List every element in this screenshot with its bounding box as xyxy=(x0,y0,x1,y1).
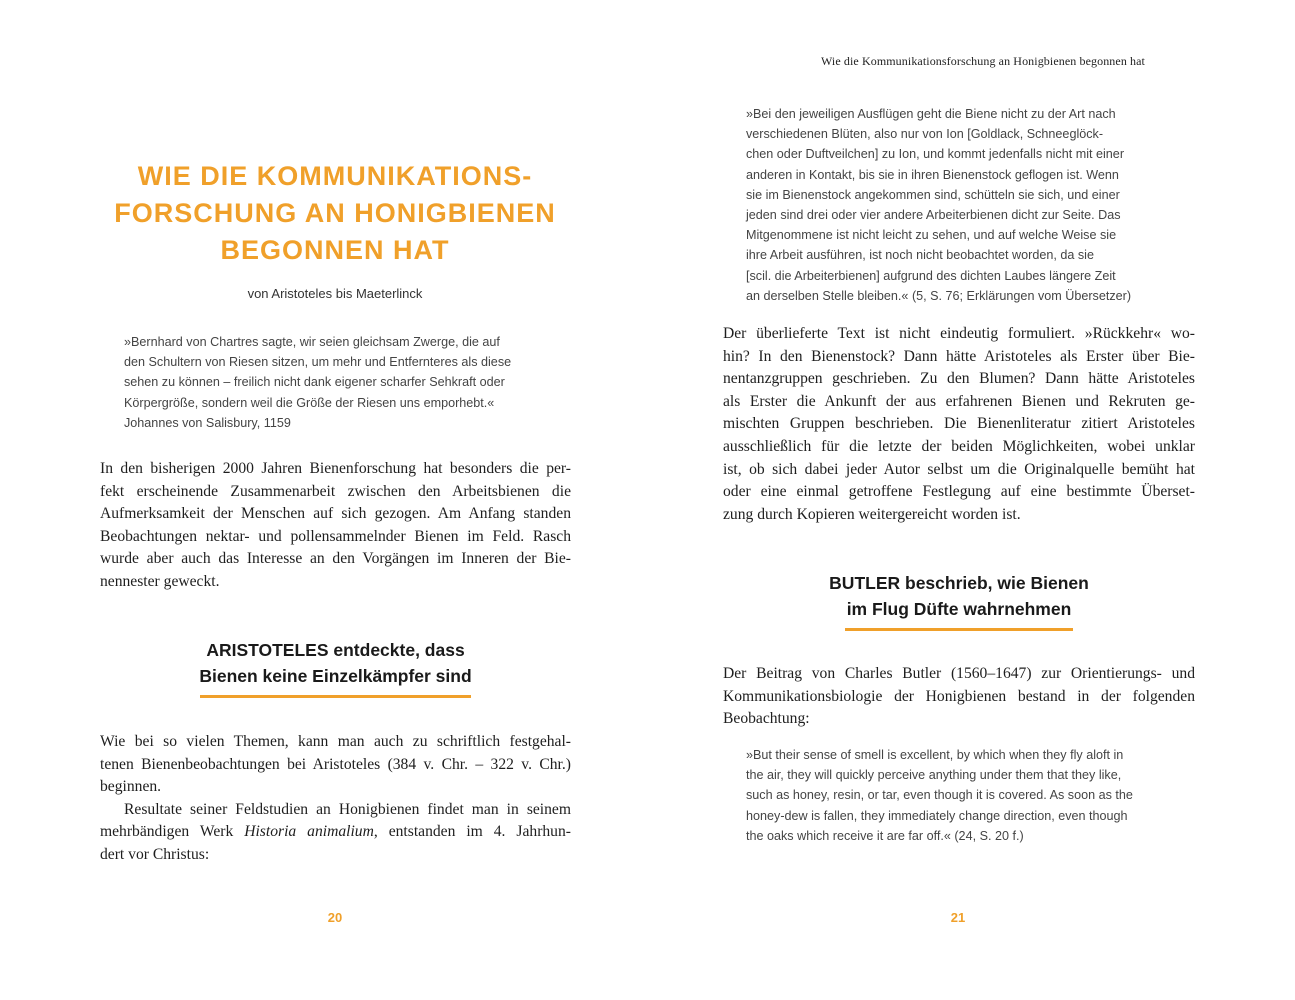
heading-underline xyxy=(845,628,1073,631)
quote-attribution: Johannes von Salisbury, 1159 xyxy=(124,415,291,430)
text-line: nentanzgruppen geschrieben. Zu den Blumen? Dann hätte Aristoteles xyxy=(723,370,1195,388)
chapter-title-line: BEGONNEN HAT xyxy=(220,235,450,265)
text-line: mischten Gruppen beschrieben. Die Bienenliteratur zitiert Aristoteles xyxy=(723,415,1195,433)
heading-underline xyxy=(200,695,471,698)
quote-line: [scil. die Arbeiterbienen] aufgrund des dichten Laubes längere Zeit xyxy=(746,268,1116,283)
text-line: als Erster die Ankunft der aus erfahrenen Bienen und Rekruten ge- xyxy=(723,392,1195,410)
section-heading xyxy=(100,637,571,689)
butler-quote xyxy=(746,745,1133,846)
quote-line: jeden sind drei oder vier andere Arbeiterbienen dicht zur Seite. Das xyxy=(746,208,1121,223)
text-line: Der Beitrag von Charles Butler (1560–1647) zur Orientierungs- und xyxy=(723,665,1195,682)
quote-line: ihre Arbeit ausführen, ist noch nicht beobachtet worden, da sie xyxy=(746,248,1094,263)
text-line: Der überlieferte Text ist nicht eindeutig formuliert. »Rückkehr« wo- xyxy=(723,325,1195,342)
page-number: 21 xyxy=(950,910,966,925)
chapter-title-line: WIE DIE KOMMUNIKATIONS- xyxy=(137,161,533,191)
text-line xyxy=(100,821,571,844)
chapter-subtitle: von Aristoteles bis Maeterlinck xyxy=(247,286,423,301)
paragraph xyxy=(723,323,1195,526)
quote-line: the air, they will quickly perceive anything under them that they like, xyxy=(746,768,1122,783)
quote-line: sie im Bienenstock angekommen sind, schütteln sie sich, und einer xyxy=(746,187,1120,202)
text-line: dert vor Christus: xyxy=(100,845,210,863)
text-line: Resultate seiner Feldstudien an Honigbienen findet man in seinem xyxy=(124,800,571,818)
text-line: Wie bei so vielen Themen, kann man auch zu schriftlich festgehal- xyxy=(100,733,571,750)
paragraph xyxy=(723,663,1195,731)
quote-line: the oaks which receive it are far off.« (24, S. 20 f.) xyxy=(746,828,1024,843)
text-line: nennester geweckt. xyxy=(100,572,220,590)
running-header: Wie die Kommunikationsforschung an Honigbienen begonnen hat xyxy=(820,54,1145,68)
epigraph-quote xyxy=(124,332,511,433)
paragraph xyxy=(100,458,571,594)
text-line: fekt erscheinende Zusammenarbeit zwischen den Arbeitsbienen die xyxy=(100,482,571,500)
book-title: Historia animalium xyxy=(244,823,374,841)
text-line: Aufmerksamkeit der Menschen auf sich gezogen. Am Anfang standen xyxy=(100,505,571,523)
chapter-title xyxy=(100,158,570,269)
text-span: , entstanden im 4. Jahrhun- xyxy=(373,823,571,841)
text-line: ausschließlich für die letzte der beiden Möglichkeiten, wobei unklar xyxy=(723,437,1195,455)
right-page xyxy=(648,0,1295,1000)
text-line: ist, ob sich dabei jeder Autor selbst um die Originalquelle bemüht hat xyxy=(723,460,1195,478)
text-line: oder eine einmal getroffene Festlegung auf eine bestimmte Überset- xyxy=(723,483,1195,501)
section-heading-text: beschrieb, wie Bienen xyxy=(900,573,1089,593)
quote-line: Mitgenommene ist nicht leicht zu sehen, und auf welche Weise sie xyxy=(746,228,1117,243)
section-heading xyxy=(723,570,1195,622)
section-keyword: ARISTOTELES xyxy=(206,640,329,660)
quote-line: Körpergröße, sondern weil die Größe der Riesen uns emporhebt.« xyxy=(124,395,495,410)
quote-line: »But their sense of smell is excellent, by which when they fly aloft in xyxy=(746,748,1124,762)
section-heading-text: Bienen keine Einzelkämpfer sind xyxy=(199,666,472,686)
text-line: zung durch Kopieren weitergereicht worden ist. xyxy=(723,505,1021,523)
text-line: Beobachtungen nektar- und pollensammelnder Bienen im Feld. Rasch xyxy=(100,527,571,545)
quote-line: den Schultern von Riesen sitzen, um mehr und Entfernteres als diese xyxy=(124,355,512,370)
text-line: Kommunikationsbiologie der Honigbienen bestand in der folgenden xyxy=(723,687,1195,705)
aristotle-quote xyxy=(746,104,1131,306)
section-heading-text: im Flug Düfte wahrnehmen xyxy=(846,599,1072,619)
paragraph xyxy=(100,731,571,867)
chapter-title-line: FORSCHUNG AN HONIGBIENEN xyxy=(114,198,556,228)
quote-line: an derselben Stelle bleiben.« (5, S. 76; Erklärungen vom Übersetzer) xyxy=(746,288,1132,303)
text-line: In den bisherigen 2000 Jahren Bienenforschung hat besonders die per- xyxy=(100,460,571,477)
text-line: Beobachtung: xyxy=(723,710,810,728)
page-number: 20 xyxy=(327,910,343,925)
quote-line: sehen zu können – freilich nicht dank eigener scharfer Sehkraft oder xyxy=(124,375,505,390)
quote-line: anderen in Kontakt, bis sie in ihren Bienenstock geflogen ist. Wenn xyxy=(746,167,1119,182)
text-span: mehrbändigen Werk xyxy=(100,823,245,841)
quote-line: »Bernhard von Chartres sagte, wir seien gleichsam Zwerge, die auf xyxy=(124,335,500,349)
section-keyword: BUTLER xyxy=(829,573,901,593)
quote-line: honey-dew is fallen, they immediately change direction, even though xyxy=(746,808,1128,823)
text-line: tenen Bienenbeobachtungen bei Aristoteles (384 v. Chr. – 322 v. Chr.) xyxy=(100,755,571,773)
section-heading-text: entdeckte, dass xyxy=(328,640,465,660)
text-line: beginnen. xyxy=(100,778,162,796)
quote-line: such as honey, resin, or tar, even though it is covered. As soon as the xyxy=(746,788,1133,803)
quote-line: verschiedenen Blüten, also nur von Ion [Goldlack, Schneeglöck- xyxy=(746,127,1104,142)
text-line: wurde aber auch das Interesse an den Vorgängen im Inneren der Bie- xyxy=(100,550,571,568)
quote-line: »Bei den jeweiligen Ausflügen geht die Biene nicht zu der Art nach xyxy=(746,107,1116,121)
text-line: hin? In den Bienenstock? Dann hätte Aristoteles als Erster über Bie- xyxy=(723,347,1195,365)
quote-line: chen oder Duftveilchen] zu Ion, und kommt jedenfalls nicht mit einer xyxy=(746,147,1125,162)
